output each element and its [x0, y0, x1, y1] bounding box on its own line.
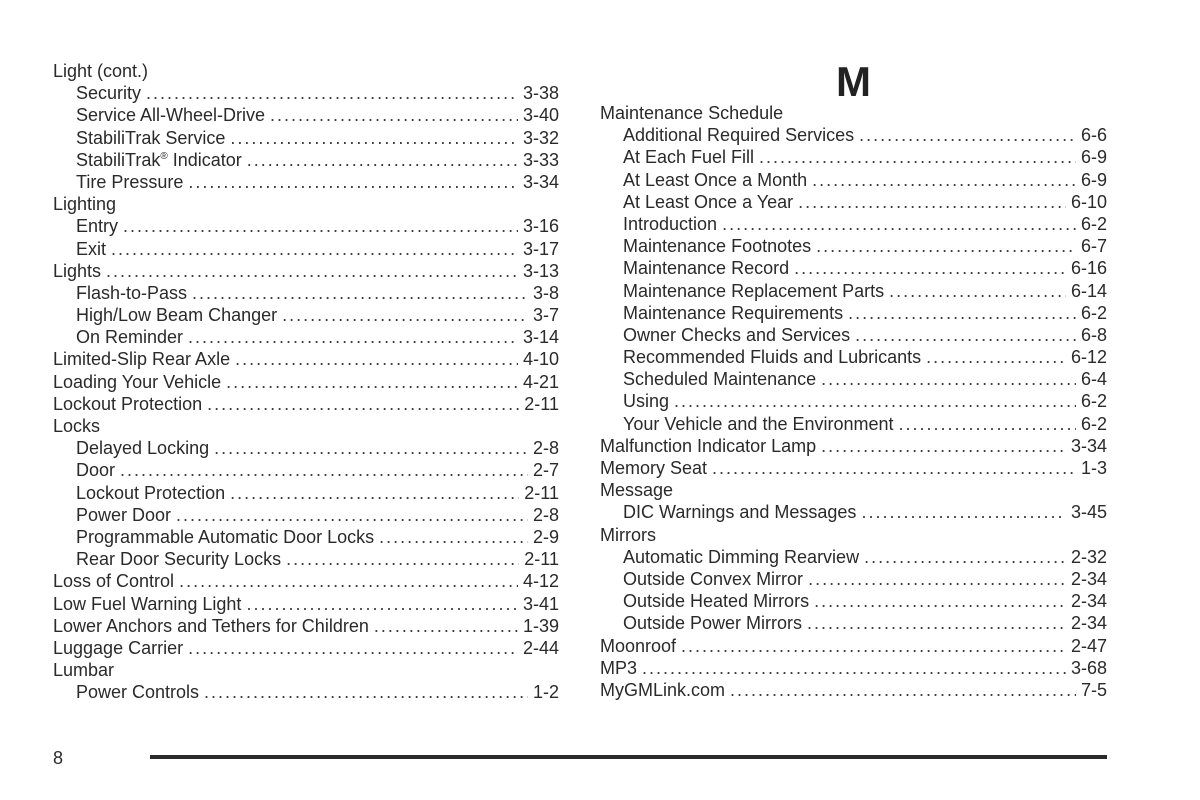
index-entry-label — [76, 326, 183, 348]
index-entry-label — [623, 191, 793, 213]
index-entry-label — [53, 60, 148, 82]
index-entry-text: Low Fuel Warning Light — [53, 593, 242, 614]
dot-leader — [226, 371, 518, 393]
index-entry-text: Maintenance Schedule — [600, 103, 784, 123]
index-entry-text: Flash-to-Pass — [76, 282, 188, 303]
index-page-ref: 6-2 — [1080, 213, 1107, 234]
index-heading — [53, 60, 559, 82]
index-entry — [600, 257, 1107, 279]
index-entry-label — [623, 213, 717, 235]
index-heading — [53, 415, 559, 437]
dot-leader — [712, 457, 1076, 479]
dot-leader — [235, 348, 518, 370]
index-entry-label — [53, 193, 116, 215]
dot-leader — [794, 257, 1066, 279]
index-page-ref: 6-2 — [1080, 302, 1107, 323]
index-entry — [53, 593, 559, 615]
index-entry — [53, 326, 559, 348]
index-entry-text: Your Vehicle and the Environment — [623, 413, 894, 434]
index-entry — [600, 280, 1107, 302]
index-entry-label — [623, 501, 856, 523]
index-page-ref: 3-7 — [532, 305, 559, 326]
index-entry — [53, 304, 559, 326]
index-column-right — [600, 102, 1107, 701]
index-page-ref: 6-12 — [1070, 347, 1107, 368]
index-entry — [600, 679, 1107, 701]
dot-leader — [176, 504, 528, 526]
index-entry — [600, 457, 1107, 479]
index-entry — [600, 568, 1107, 590]
index-entry-text: At Least Once a Year — [623, 191, 794, 212]
index-entry-text: Owner Checks and Services — [623, 324, 851, 345]
index-page-ref: 2-11 — [524, 393, 559, 414]
dot-leader — [188, 171, 518, 193]
index-entry-text: Outside Power Mirrors — [623, 613, 803, 634]
index-page-ref: 4-21 — [522, 371, 559, 392]
index-entry — [600, 235, 1107, 257]
index-heading — [53, 193, 559, 215]
index-heading — [600, 524, 1107, 546]
dot-leader — [188, 637, 518, 659]
dot-leader — [864, 546, 1066, 568]
index-page-ref: 3-32 — [522, 127, 559, 148]
dot-leader — [214, 437, 528, 459]
index-entry-text: Using — [623, 391, 670, 412]
index-entry-text: Additional Required Services — [623, 125, 855, 146]
index-column-left — [53, 60, 559, 703]
dot-leader — [681, 635, 1066, 657]
index-entry-text: Programmable Automatic Door Locks — [76, 526, 375, 547]
index-entry-text: On Reminder — [76, 327, 184, 348]
index-page-ref: 6-9 — [1080, 169, 1107, 190]
index-entry-label — [76, 681, 199, 703]
index-entry — [600, 213, 1107, 235]
index-entry — [53, 615, 559, 637]
index-entry-text: Lights — [53, 260, 102, 281]
index-page-ref: 6-7 — [1080, 236, 1107, 257]
index-entry-label — [623, 413, 894, 435]
dot-leader — [230, 482, 519, 504]
index-page-ref: 3-17 — [522, 238, 559, 259]
index-page-ref: 2-8 — [532, 504, 559, 525]
dot-leader — [926, 346, 1066, 368]
dot-leader — [270, 104, 518, 126]
dot-leader — [674, 390, 1076, 412]
index-page-ref: 1-39 — [522, 615, 559, 636]
dot-leader — [722, 213, 1076, 235]
dot-leader — [286, 548, 519, 570]
index-page-ref: 3-13 — [522, 260, 559, 281]
index-entry — [53, 526, 559, 548]
index-entry-label — [623, 302, 843, 324]
index-entry-text: Power Door — [76, 504, 172, 525]
registered-mark: ® — [160, 150, 168, 162]
index-heading — [53, 659, 559, 681]
dot-leader — [807, 612, 1066, 634]
dot-leader — [106, 260, 518, 282]
index-entry-label — [623, 324, 850, 346]
index-entry-text: At Each Fuel Fill — [623, 147, 755, 168]
index-page-ref: 2-7 — [532, 460, 559, 481]
index-entry — [600, 390, 1107, 412]
index-entry-label — [76, 526, 374, 548]
index-page-ref: 4-10 — [522, 349, 559, 370]
index-entry-label — [600, 524, 656, 546]
index-entry-text: Lockout Protection — [76, 482, 226, 503]
index-entry — [53, 82, 559, 104]
index-entry-text: Luggage Carrier — [53, 637, 184, 658]
index-entry-text: Security — [76, 83, 142, 104]
dot-leader — [821, 435, 1066, 457]
index-entry-label — [623, 124, 854, 146]
index-entry — [53, 548, 559, 570]
index-entry — [600, 501, 1107, 523]
index-entry-label — [623, 280, 884, 302]
index-page-ref: 6-6 — [1080, 125, 1107, 146]
index-page-ref: 2-34 — [1070, 613, 1107, 634]
index-page-ref: 3-68 — [1070, 657, 1107, 678]
index-entry-label — [623, 257, 789, 279]
dot-leader — [379, 526, 528, 548]
index-page-ref: 2-34 — [1070, 591, 1107, 612]
index-page-ref: 6-9 — [1080, 147, 1107, 168]
index-entry — [600, 124, 1107, 146]
index-page-ref: 2-34 — [1070, 568, 1107, 589]
index-entry-text: MP3 — [600, 657, 638, 678]
index-entry-label — [53, 260, 101, 282]
footer-rule — [150, 755, 1107, 759]
dot-leader — [798, 191, 1066, 213]
index-entry-text: Lower Anchors and Tethers for Children — [53, 615, 369, 636]
index-entry — [600, 302, 1107, 324]
dot-leader — [848, 302, 1076, 324]
index-page-ref: 3-34 — [522, 171, 559, 192]
index-entry — [600, 413, 1107, 435]
index-page-ref: 6-8 — [1080, 324, 1107, 345]
index-entry-label — [76, 127, 225, 149]
index-entry-label — [623, 235, 811, 257]
dot-leader — [111, 238, 518, 260]
index-entry — [600, 324, 1107, 346]
index-entry-text: Memory Seat — [600, 458, 708, 478]
index-entry-text: Message — [600, 480, 674, 501]
index-entry — [600, 635, 1107, 657]
index-heading — [600, 479, 1107, 501]
page-number: 8 — [53, 748, 64, 768]
index-entry-text: Lighting — [53, 194, 117, 215]
dot-leader — [192, 282, 528, 304]
dot-leader — [816, 235, 1076, 257]
index-entry — [53, 348, 559, 370]
index-entry-label — [623, 346, 921, 368]
index-entry — [53, 371, 559, 393]
index-entry-text: Maintenance Record — [623, 258, 790, 279]
index-entry — [600, 435, 1107, 457]
index-entry-label — [623, 368, 816, 390]
index-entry-label — [53, 570, 174, 592]
index-entry-label — [76, 104, 265, 126]
index-entry-text: Loading Your Vehicle — [53, 371, 222, 392]
index-entry-label — [76, 282, 187, 304]
index-page-ref: 7-5 — [1080, 679, 1107, 700]
index-page-ref: 6-4 — [1080, 369, 1107, 390]
dot-leader — [821, 368, 1076, 390]
dot-leader — [808, 568, 1066, 590]
index-entry-text: Automatic Dimming Rearview — [623, 546, 860, 567]
index-page-ref: 2-9 — [532, 526, 559, 547]
section-letter: M — [836, 58, 871, 105]
index-page-ref: 3-34 — [1070, 435, 1107, 456]
index-entry-label — [76, 548, 281, 570]
index-entry — [53, 393, 559, 415]
index-entry-text: Tire Pressure — [76, 171, 184, 192]
index-entry — [53, 260, 559, 282]
index-entry-label — [623, 169, 807, 191]
index-page-ref: 3-33 — [522, 149, 559, 170]
index-page-ref: 6-16 — [1070, 258, 1107, 279]
index-entry-label — [76, 459, 115, 481]
index-entry-label — [623, 612, 802, 634]
index-entry-label — [76, 82, 141, 104]
index-entry-label — [53, 393, 202, 415]
index-page-ref: 2-11 — [524, 549, 559, 570]
index-page-ref: 3-38 — [522, 83, 559, 104]
index-page-ref: 3-45 — [1070, 502, 1107, 523]
index-entry-label — [600, 457, 707, 479]
index-entry-label — [53, 659, 114, 681]
dot-leader — [642, 657, 1066, 679]
index-entry-text: Delayed Locking — [76, 438, 210, 459]
index-entry-text: Limited-Slip Rear Axle — [53, 349, 231, 370]
index-page-ref: 3-14 — [522, 327, 559, 348]
index-entry — [600, 590, 1107, 612]
dot-leader — [179, 570, 518, 592]
index-page-ref: 3-16 — [522, 216, 559, 237]
index-entry-text-suffix: Indicator — [167, 149, 242, 170]
dot-leader — [814, 590, 1066, 612]
index-entry-label — [600, 479, 673, 501]
index-entry — [53, 459, 559, 481]
index-entry-label — [623, 546, 859, 568]
index-entry — [53, 238, 559, 260]
index-entry-label — [53, 637, 183, 659]
index-entry-text: Mirrors — [600, 524, 656, 545]
index-page-ref: 2-44 — [522, 637, 559, 658]
index-entry-label — [600, 679, 725, 701]
dot-leader — [207, 393, 519, 415]
index-page-ref: 1-2 — [532, 682, 559, 703]
dot-leader — [230, 127, 518, 149]
index-entry — [53, 171, 559, 193]
index-entry — [53, 215, 559, 237]
dot-leader — [730, 679, 1076, 701]
index-entry — [600, 546, 1107, 568]
index-entry-text: Lumbar — [53, 660, 115, 681]
index-entry-label — [76, 504, 171, 526]
index-entry-text: DIC Warnings and Messages — [623, 502, 857, 523]
index-page-ref: 6-10 — [1070, 191, 1107, 212]
index-entry-text: At Least Once a Month — [623, 169, 808, 190]
index-entry — [600, 657, 1107, 679]
index-entry-label — [53, 593, 241, 615]
index-entry-label — [76, 171, 183, 193]
index-entry-label — [600, 435, 816, 457]
index-entry-text: Maintenance Requirements — [623, 302, 844, 323]
dot-leader — [123, 215, 518, 237]
index-entry-label — [600, 657, 637, 679]
index-entry-text: StabiliTrak — [76, 149, 161, 170]
index-page-ref: 1-3 — [1080, 458, 1107, 478]
index-entry-label — [76, 482, 225, 504]
index-entry-label — [623, 390, 669, 412]
dot-leader — [855, 324, 1076, 346]
dot-leader — [120, 459, 528, 481]
index-page-ref: 2-8 — [532, 438, 559, 459]
index-entry — [600, 368, 1107, 390]
index-entry-text: Lockout Protection — [53, 393, 203, 414]
index-entry — [53, 504, 559, 526]
index-entry-label — [623, 568, 803, 590]
index-entry-text: Malfunction Indicator Lamp — [600, 435, 817, 456]
dot-leader — [859, 124, 1076, 146]
index-entry-label — [623, 146, 754, 168]
index-entry-label — [76, 437, 209, 459]
index-entry-label — [53, 415, 100, 437]
index-entry-label — [76, 238, 106, 260]
index-entry-text: Rear Door Security Locks — [76, 549, 282, 570]
index-page-ref: 3-41 — [522, 593, 559, 614]
index-entry — [600, 169, 1107, 191]
index-page-ref: 2-32 — [1070, 546, 1107, 567]
index-entry-text: Entry — [76, 216, 119, 237]
index-entry-label — [76, 215, 118, 237]
index-entry-text: Moonroof — [600, 635, 677, 656]
index-entry-text: Locks — [53, 416, 101, 436]
index-entry — [53, 482, 559, 504]
index-entry-label — [623, 590, 809, 612]
dot-leader — [146, 82, 518, 104]
dot-leader — [759, 146, 1076, 168]
index-page-ref: 3-40 — [522, 105, 559, 126]
dot-leader — [282, 304, 528, 326]
index-entry — [600, 191, 1107, 213]
index-entry-text: Scheduled Maintenance — [623, 369, 817, 390]
index-entry-text: Power Controls — [76, 682, 200, 703]
index-entry — [53, 127, 559, 149]
index-entry-text: StabiliTrak Service — [76, 127, 226, 148]
index-entry — [53, 570, 559, 592]
index-entry — [53, 437, 559, 459]
index-entry-text: High/Low Beam Changer — [76, 305, 278, 326]
index-entry-label — [53, 371, 221, 393]
dot-leader — [899, 413, 1076, 435]
index-entry-text: Outside Heated Mirrors — [623, 591, 810, 612]
index-entry-text: Exit — [76, 238, 107, 259]
index-entry-text: Recommended Fluids and Lubricants — [623, 347, 922, 368]
index-entry-label — [53, 348, 230, 370]
dot-leader — [188, 326, 518, 348]
index-page-ref: 6-2 — [1080, 413, 1107, 434]
index-entry-label — [600, 635, 676, 657]
dot-leader — [889, 280, 1066, 302]
index-entry — [600, 612, 1107, 634]
index-page-ref: 2-47 — [1070, 635, 1107, 656]
index-entry-text: Maintenance Replacement Parts — [623, 280, 885, 301]
index-entry-text: Maintenance Footnotes — [623, 236, 812, 257]
dot-leader — [247, 149, 518, 171]
index-entry — [600, 346, 1107, 368]
dot-leader — [374, 615, 518, 637]
index-entry — [53, 104, 559, 126]
index-entry-text: Outside Convex Mirror — [623, 568, 804, 589]
index-entry-label — [600, 102, 783, 124]
index-entry-text: MyGMLink.com — [600, 679, 726, 700]
index-entry-label — [76, 304, 277, 326]
index-entry-text: Light (cont.) — [53, 61, 149, 81]
dot-leader — [246, 593, 518, 615]
index-entry-label — [53, 615, 369, 637]
index-entry-text: Service All-Wheel-Drive — [76, 105, 266, 126]
index-entry — [53, 282, 559, 304]
index-page-ref: 2-11 — [524, 482, 559, 503]
index-entry-text: Loss of Control — [53, 571, 175, 592]
dot-leader — [861, 501, 1066, 523]
index-page-ref: 6-2 — [1080, 391, 1107, 412]
index-entry — [53, 637, 559, 659]
index-entry-text: Door — [76, 460, 116, 481]
index-page-ref: 4-12 — [522, 571, 559, 592]
index-entry — [53, 681, 559, 703]
index-entry-label — [76, 149, 242, 171]
index-page-ref: 3-8 — [532, 282, 559, 303]
index-page-ref: 6-14 — [1070, 280, 1107, 301]
index-entry — [600, 146, 1107, 168]
dot-leader — [812, 169, 1076, 191]
index-heading — [600, 102, 1107, 124]
dot-leader — [204, 681, 528, 703]
index-entry — [53, 149, 559, 171]
index-entry-text: Introduction — [623, 213, 718, 234]
